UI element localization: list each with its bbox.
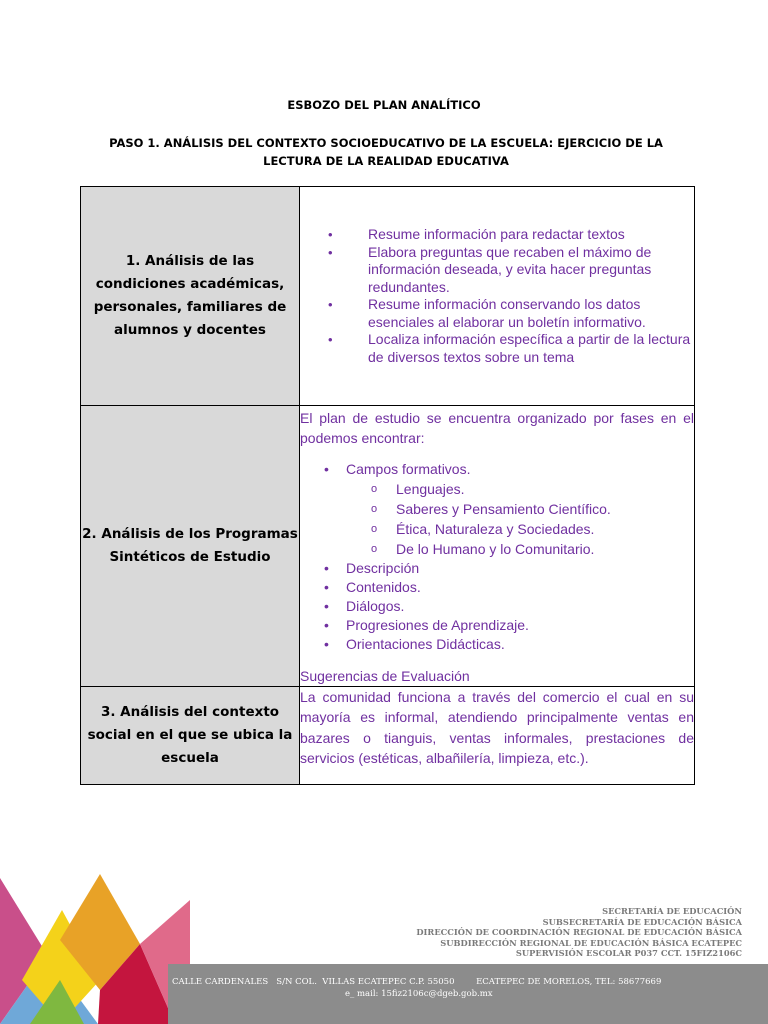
row-content (300, 187, 695, 406)
institution-line: DIRECCIÓN DE COORDINACIÓN REGIONAL DE EDUCACIÓN BÁSICA (416, 927, 742, 938)
institution-logo (0, 870, 190, 1024)
list-item: • Descripción (346, 559, 694, 578)
footer-address: CALLE CARDENALES S/N COL. VILLAS ECATEPEC C.P. 55050 ECATEPEC DE MORELOS, TEL: 58677669 (172, 977, 662, 987)
table-row (81, 187, 695, 406)
institution-line: SECRETARÍA DE EDUCACIÓN (602, 906, 742, 916)
institution-line: SUPERVISIÓN ESCOLAR P037 CCT. 15FIZ2106C (515, 948, 742, 959)
bullet-list (300, 226, 694, 366)
list-item: • Diálogos. (346, 597, 694, 616)
sub-list-item: o Ética, Naturaleza y Sociedades. (396, 519, 694, 539)
row-label: 1. Análisis de las condiciones académicas, personales, familiares de alumnos y docentes (81, 187, 300, 406)
row-label: 2. Análisis de los Programas Sintéticos de Estudio (81, 406, 300, 687)
list-item: • Resume información para redactar textos (368, 226, 694, 244)
table-row (81, 406, 695, 687)
list-item: • Resume información conservando los datos esenciales al elaborar un boletín informativo. (368, 296, 694, 331)
list-item: • Progresiones de Aprendizaje. (346, 616, 694, 635)
sub-list-item: o De lo Humano y lo Comunitario. (396, 539, 694, 559)
row-content: La comunidad funciona a través del comercio el cual en su mayoría es informal, atendiendo principalmente ventas en bazares o tianguis, ventas informales, prestaciones de servicios (estéticas, albañilería, limpieza, etc.). (300, 686, 695, 784)
sub-list-item: o Lenguajes. (396, 479, 694, 499)
analysis-table (80, 186, 695, 785)
list-item: • Elabora preguntas que recaben el máximo de información deseada, y evita hacer preguntas redundantes. (368, 244, 694, 297)
intro-text: El plan de estudio se encuentra organizado por fases en el podemos encontrar: (300, 410, 694, 446)
list-item: • Orientaciones Didácticas. (346, 635, 694, 654)
institution-block (416, 906, 742, 959)
institution-line: SUBSECRETARÍA DE EDUCACIÓN BÁSICA (542, 916, 742, 927)
bullet-list (300, 460, 694, 654)
list-item-label: Campos formativos. (346, 461, 471, 477)
evaluation-text: Sugerencias de Evaluación (300, 668, 470, 684)
sub-list-item: o Saberes y Pensamiento Científico. (396, 499, 694, 519)
row-label: 3. Análisis del contexto social en el que se ubica la escuela (81, 686, 300, 784)
table-row (81, 686, 695, 784)
row-content (300, 406, 695, 687)
list-item: • Localiza información específica a partir de la lectura de diversos textos sobre un tema (368, 331, 694, 366)
list-item (346, 460, 694, 559)
document-subtitle: PASO 1. ANÁLISIS DEL CONTEXTO SOCIOEDUCATIVO DE LA ESCUELA: EJERCICIO DE LA LECTURA DE LA REALIDAD EDUCATIVA (109, 136, 663, 168)
document-title: ESBOZO DEL PLAN ANALÍTICO (287, 98, 481, 112)
list-item: • Contenidos. (346, 578, 694, 597)
institution-line: SUBDIRECCIÓN REGIONAL DE EDUCACIÓN BÁSICA ECATEPEC (440, 937, 742, 948)
sub-list (346, 479, 694, 559)
footer-email: e_ mail: 15fiz2106c@dgeb.gob.mx (345, 989, 493, 999)
